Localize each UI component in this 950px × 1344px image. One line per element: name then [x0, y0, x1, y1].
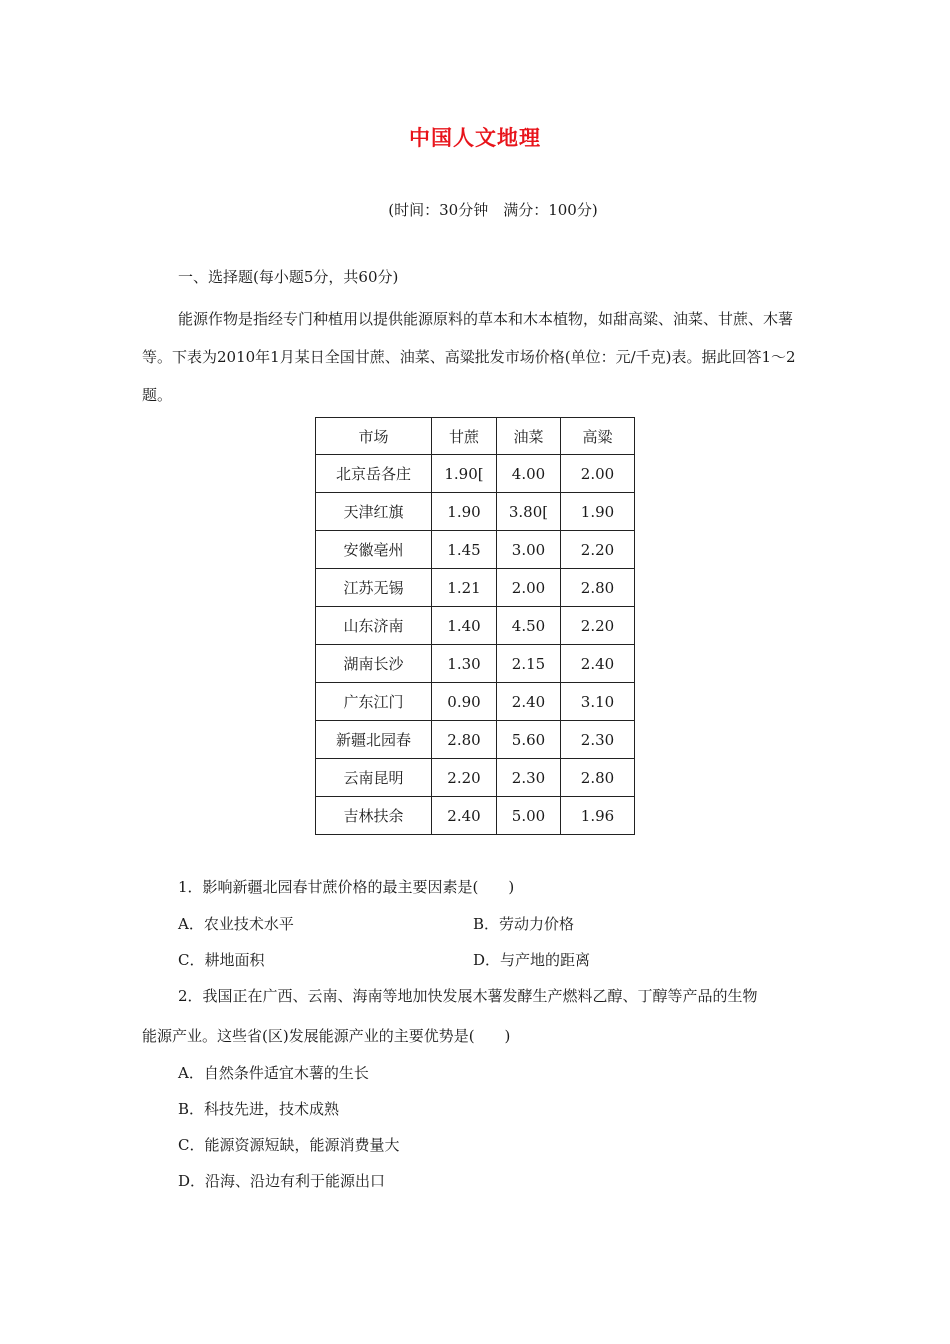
- question-1-option-d[interactable]: D．与产地的距离: [473, 951, 591, 969]
- header-sugarcane: 甘蔗: [432, 418, 497, 455]
- cell-rapeseed: 2.40: [497, 683, 561, 721]
- question-2-option-c[interactable]: C．能源资源短缺，能源消费量大: [178, 1136, 400, 1154]
- intro-paragraph: 能源作物是指经专门种植用以提供能源原料的草本和木本植物，如甜高粱、油菜、甘蔗、木薯等。下表为2010年1月某日全国甘蔗、油菜、高粱批发市场价格(单位：元/千克)表。据此回答1～2题。: [142, 310, 796, 404]
- question-2-stem-line2: 能源产业。这些省(区)发展能源产业的主要优势是( ): [142, 1027, 511, 1045]
- cell-sorghum: 2.20: [561, 531, 635, 569]
- table-header-row: [316, 418, 635, 455]
- question-2-stem-line1: 2．我国正在广西、云南、海南等地加快发展木薯发酵生产燃料乙醇、丁醇等产品的生物: [178, 987, 758, 1005]
- table-row: [316, 607, 635, 645]
- table-row: [316, 455, 635, 493]
- cell-sugarcane: 1.90: [432, 493, 497, 531]
- table-row: [316, 645, 635, 683]
- section-heading: 一、选择题(每小题5分，共60分): [178, 268, 399, 286]
- cell-sugarcane: 1.21: [432, 569, 497, 607]
- cell-sugarcane: 1.45: [432, 531, 497, 569]
- table-row: [316, 569, 635, 607]
- cell-sorghum: 2.00: [561, 455, 635, 493]
- table-row: [316, 531, 635, 569]
- cell-sugarcane: 0.90: [432, 683, 497, 721]
- cell-rapeseed: 2.30: [497, 759, 561, 797]
- table-row: [316, 493, 635, 531]
- price-table: [315, 417, 635, 835]
- cell-rapeseed: 4.00: [497, 455, 561, 493]
- cell-sorghum: 2.30: [561, 721, 635, 759]
- question-1-stem: 1．影响新疆北园春甘蔗价格的最主要因素是( ): [178, 878, 515, 896]
- cell-market: 吉林扶余: [316, 797, 432, 835]
- page-title: 中国人文地理: [409, 126, 541, 150]
- cell-market: 云南昆明: [316, 759, 432, 797]
- cell-sorghum: 2.40: [561, 645, 635, 683]
- header-sorghum: 高粱: [561, 418, 635, 455]
- cell-sorghum: 3.10: [561, 683, 635, 721]
- cell-market: 广东江门: [316, 683, 432, 721]
- question-2-option-d[interactable]: D．沿海、沿边有利于能源出口: [178, 1172, 386, 1190]
- cell-market: 新疆北园春: [316, 721, 432, 759]
- table-row: [316, 797, 635, 835]
- cell-sorghum: 2.80: [561, 569, 635, 607]
- question-1-option-c[interactable]: C．耕地面积: [178, 951, 265, 969]
- exam-info: (时间：30分钟 满分：100分): [388, 201, 598, 219]
- cell-sugarcane: 1.90[: [432, 455, 497, 493]
- cell-market: 湖南长沙: [316, 645, 432, 683]
- cell-sugarcane: 2.20: [432, 759, 497, 797]
- cell-rapeseed: 4.50: [497, 607, 561, 645]
- cell-rapeseed: 5.00: [497, 797, 561, 835]
- cell-market: 安徽亳州: [316, 531, 432, 569]
- cell-market: 江苏无锡: [316, 569, 432, 607]
- header-market: 市场: [316, 418, 432, 455]
- cell-rapeseed: 3.80[: [497, 493, 561, 531]
- table-row: [316, 683, 635, 721]
- question-2-option-b[interactable]: B．科技先进，技术成熟: [178, 1100, 340, 1118]
- cell-market: 天津红旗: [316, 493, 432, 531]
- cell-sugarcane: 2.40: [432, 797, 497, 835]
- cell-rapeseed: 5.60: [497, 721, 561, 759]
- cell-market: 北京岳各庄: [316, 455, 432, 493]
- question-2-option-a[interactable]: A．自然条件适宜木薯的生长: [178, 1064, 369, 1082]
- cell-sorghum: 1.96: [561, 797, 635, 835]
- cell-rapeseed: 2.15: [497, 645, 561, 683]
- table-row: [316, 721, 635, 759]
- header-rapeseed: 油菜: [497, 418, 561, 455]
- cell-sugarcane: 2.80: [432, 721, 497, 759]
- cell-sorghum: 2.80: [561, 759, 635, 797]
- cell-market: 山东济南: [316, 607, 432, 645]
- cell-rapeseed: 2.00: [497, 569, 561, 607]
- cell-rapeseed: 3.00: [497, 531, 561, 569]
- cell-sorghum: 2.20: [561, 607, 635, 645]
- cell-sugarcane: 1.40: [432, 607, 497, 645]
- question-1-option-b[interactable]: B．劳动力价格: [473, 915, 575, 933]
- cell-sugarcane: 1.30: [432, 645, 497, 683]
- question-1-option-a[interactable]: A．农业技术水平: [178, 915, 294, 933]
- cell-sorghum: 1.90: [561, 493, 635, 531]
- table-row: [316, 759, 635, 797]
